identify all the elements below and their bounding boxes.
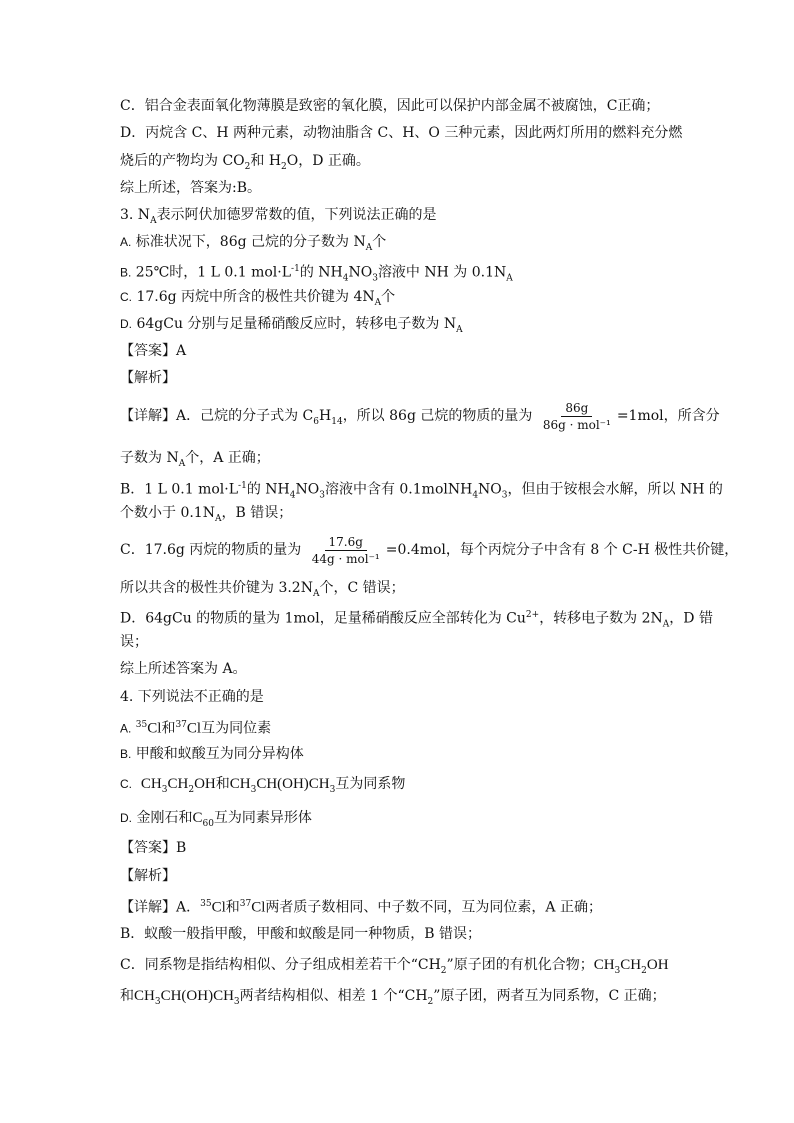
question-3-stem: 3. $N_A$表示阿伏加德罗常数的值，下列说法正确的是: [120, 207, 437, 226]
text-line: 烧后的产物均为 $CO_2$和 $H_2O$，D 正确。: [120, 153, 370, 172]
analysis-label: 【解析】: [120, 868, 176, 884]
question-3-option-d: D. 64gCu 分别与足量稀硝酸反应时，转移电子数为 $N_A$: [120, 316, 463, 335]
explanation-line: 综上所述答案为 A。: [120, 661, 247, 677]
analysis-label: 【解析】: [120, 370, 176, 386]
question-3-option-b: B. 25℃时，1 L 0.1 $mol\cdot L^{-1}$的 $NH_4NO_3$溶液中 NH 为 $0.1N_A$: [120, 264, 513, 284]
question-4-option-a: A. $^{35}$Cl和$^{37}$Cl互为同位素: [120, 720, 272, 737]
explanation-line: B．蚁酸一般指甲酸，甲酸和蚁酸是同一种物质，B 错误；: [120, 926, 482, 942]
question-3-option-c: C. 17.6g 丙烷中所含的极性共价键为 $4N_A$个: [120, 289, 396, 308]
answer-label: 【答案】A: [120, 343, 187, 359]
question-4-stem: 4. 下列说法不正确的是: [120, 689, 264, 705]
answer-label: 【答案】B: [120, 840, 187, 856]
question-4-option-c: C. $CH_3CH_2OH$和$CH_3CH(OH)CH_3$互为同系物: [120, 776, 406, 795]
explanation-line: D．64gCu 的物质的量为 1mol，足量稀硝酸反应全部转化为 $Cu^{2+}$，转移电子数为 $2N_A$，D 错: [120, 610, 713, 630]
explanation-line: 子数为 $N_A$个，A 正确；: [120, 450, 270, 469]
text-line: 综上所述，答案为:B。: [120, 180, 262, 196]
explanation-line: 【详解】A．己烷的分子式为 $C_6H_{14}$，所以 86g 己烷的物质的量为 $\frac{86g}{\text{86g · mol⁻¹}}$ =1mol，所含分: [120, 400, 720, 432]
text-line: D．丙烷含 C、H 两种元素，动物油脂含 C、H、O 三种元素，因此两灯所用的燃料充分燃: [120, 125, 683, 141]
explanation-line: 误；: [120, 634, 148, 650]
question-3-option-a: A. 标准状况下，86g 己烷的分子数为 $N_A$个: [120, 234, 387, 253]
fraction: $\frac{86g}{\text{86g · mol⁻¹}}$: [542, 400, 611, 432]
question-4-option-b: B. 甲酸和蚁酸互为同分异构体: [120, 746, 304, 762]
fraction: $\frac{17.6g}{\text{44g · mol⁻¹}}$: [311, 534, 380, 566]
explanation-line: C．17.6g 丙烷的物质的量为 $\frac{17.6g}{\text{44g · mol⁻¹}}$ =0.4mol，每个丙烷分子中含有 8 个 C-H 极性共价键，: [120, 534, 739, 566]
explanation-line: 【详解】A．$^{35}$Cl和$^{37}$Cl两者质子数相同、中子数不同，互为同位素，A 正确；: [120, 899, 602, 916]
explanation-line: B．1 L 0.1 $mol\cdot L^{-1}$的 $NH_4NO_3$溶液中含有 $0.1molNH_4NO_3$，但由于铵根会水解，所以 NH 的: [120, 481, 723, 501]
text-line: C．铝合金表面氧化物薄膜是致密的氧化膜，因此可以保护内部金属不被腐蚀，C正确；: [120, 98, 660, 114]
explanation-line: 所以共含的极性共价键为 $3.2N_A$个，C 错误；: [120, 580, 405, 599]
explanation-line: 和$CH_3CH(OH)CH_3$两者结构相似、相差 1 个“$CH_2$”原子团，两者互为同系物，C 正确；: [120, 988, 666, 1007]
question-4-option-d: D. 金刚石和$C_{60}$互为同素异形体: [120, 810, 312, 829]
explanation-line: C．同系物是指结构相似、分子组成相差若干个“$CH_2$”原子团的有机化合物；$CH_3CH_2OH$: [120, 957, 669, 976]
explanation-line: 个数小于 $0.1N_A$，B 错误；: [120, 505, 293, 524]
